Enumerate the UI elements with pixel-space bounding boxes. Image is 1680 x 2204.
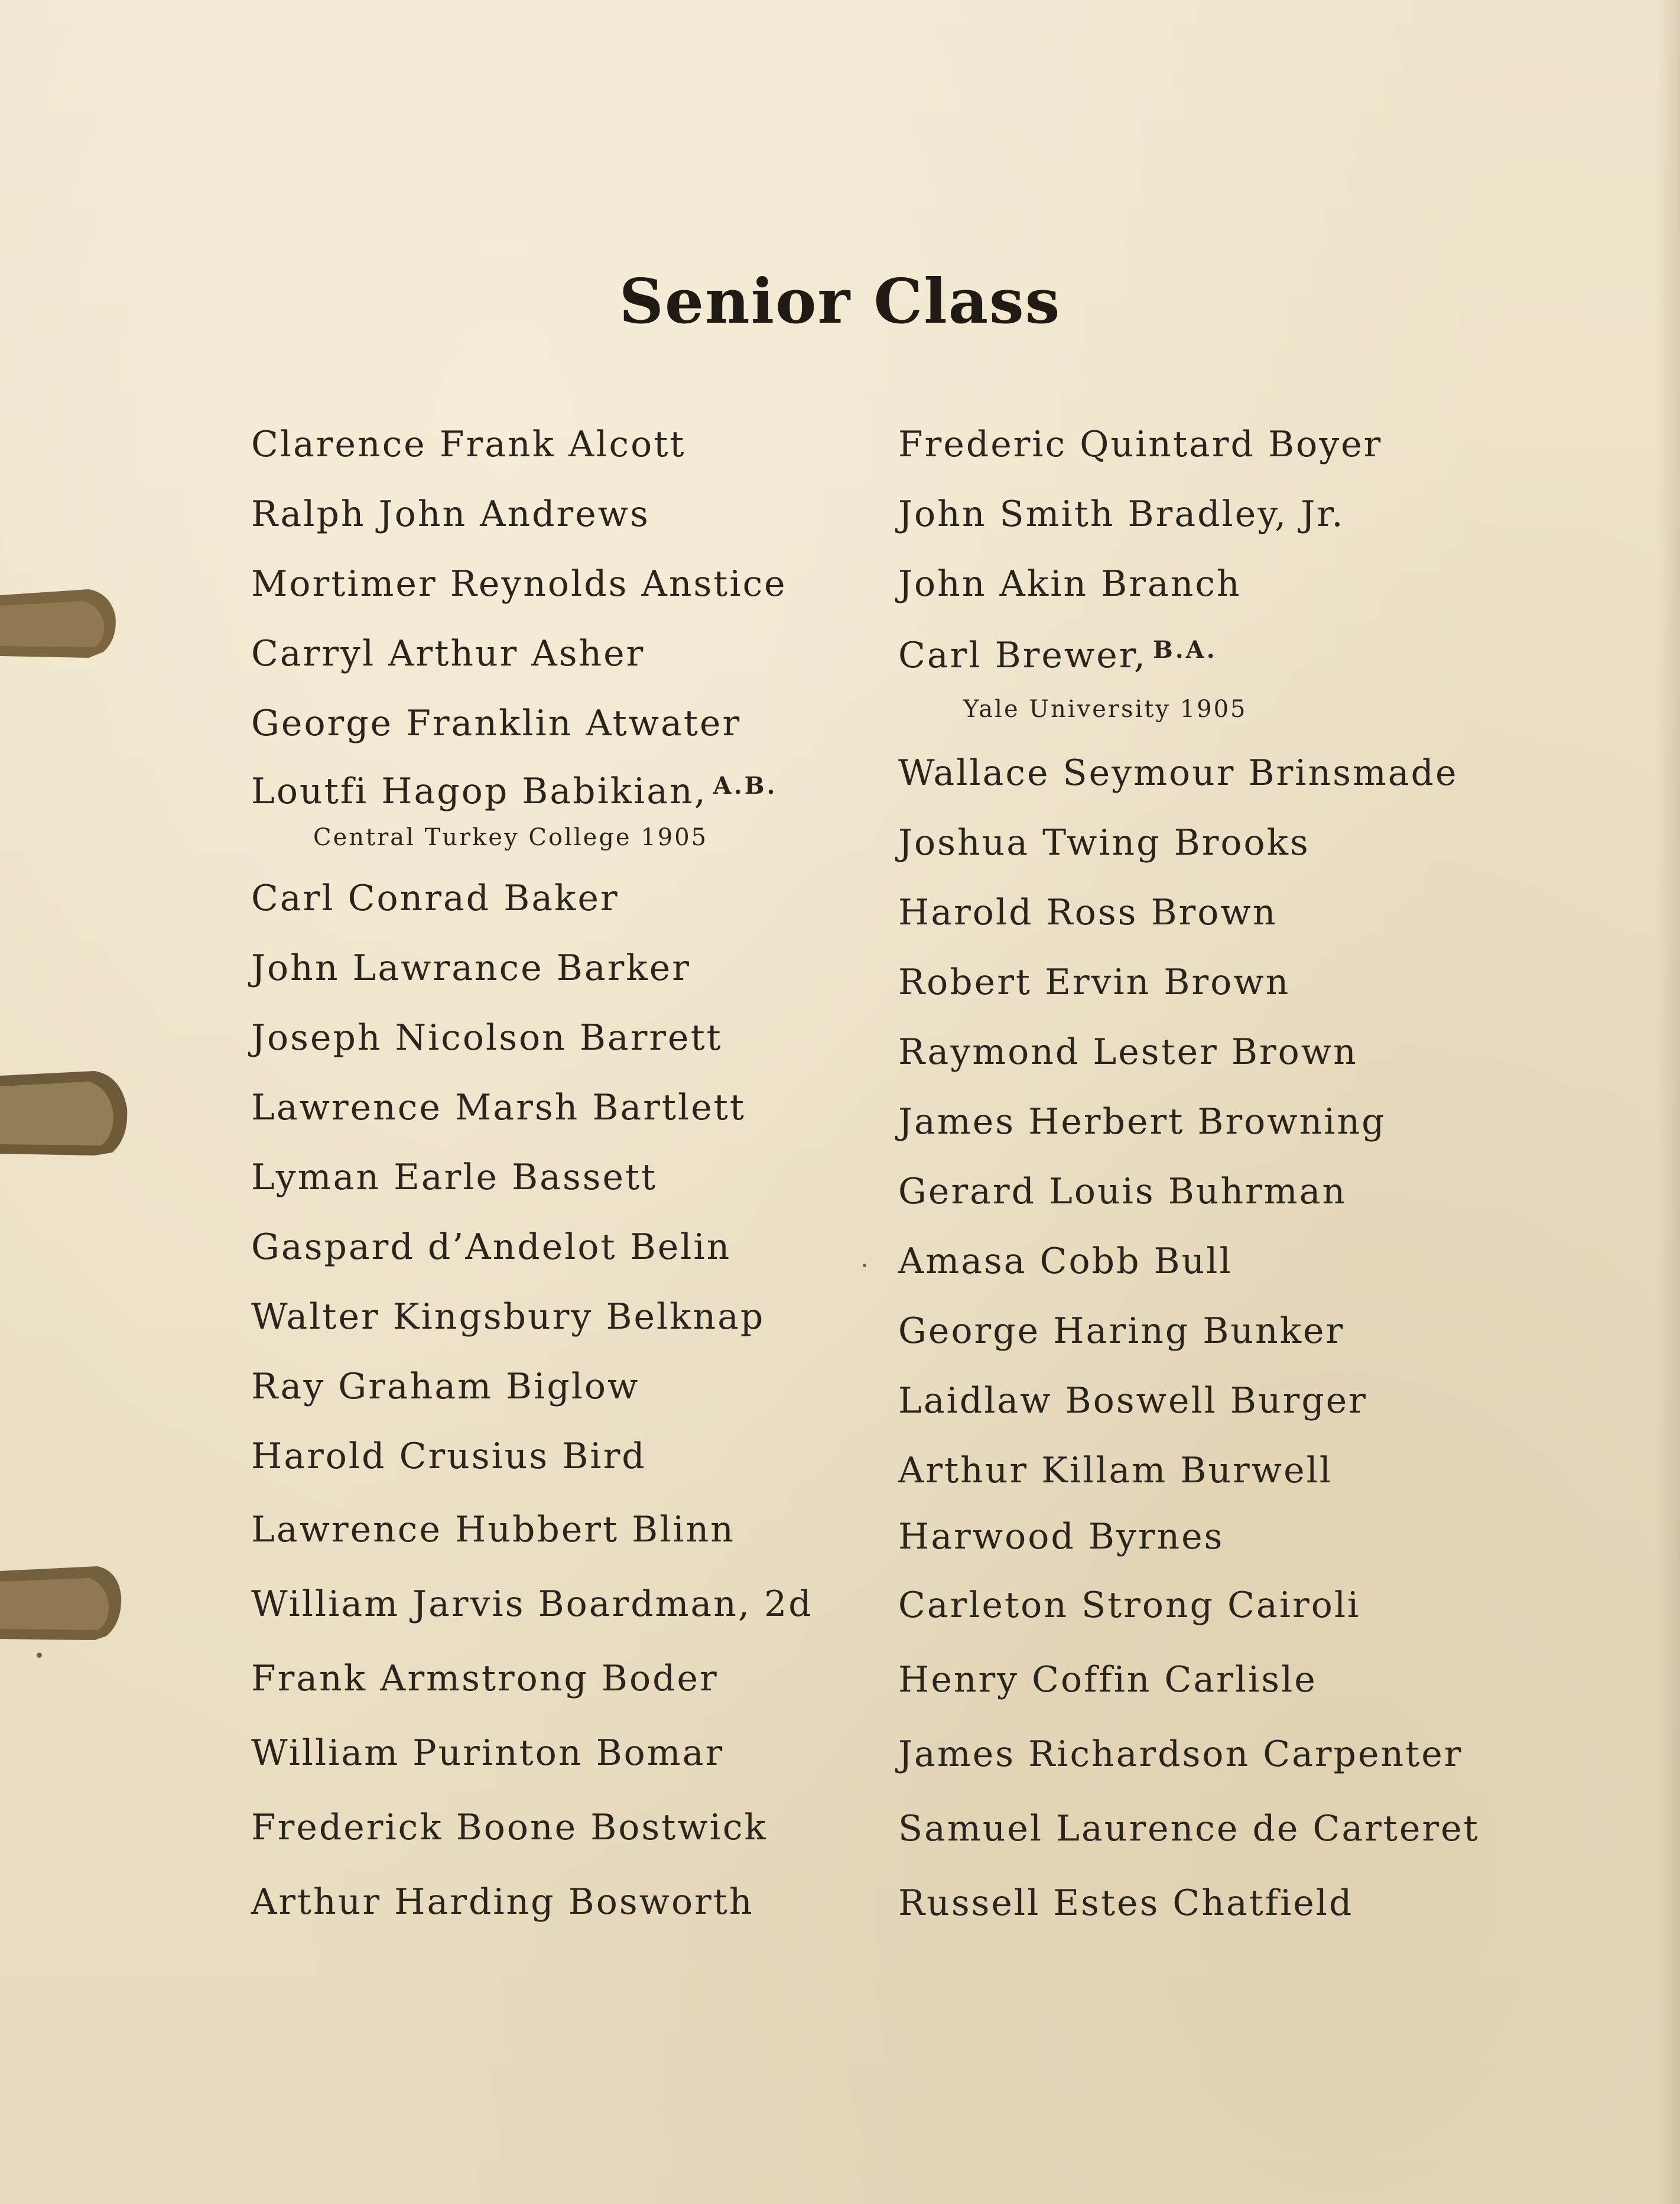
page-title: Senior Class [619,265,1061,337]
affiliation-note: Yale University 1905 [963,696,1247,723]
list-item: Harold Ross Brown [898,892,1278,933]
list-item: John Lawrance Barker [251,947,691,989]
list-item: Ralph John Andrews [251,494,650,535]
list-item: John Smith Bradley, Jr. [898,494,1345,535]
list-item: Arthur Harding Bosworth [251,1881,754,1923]
list-item: Loutfi Hagop Babikian, A.B. [251,771,778,812]
list-item: Joshua Twing Brooks [898,822,1310,864]
list-item: James Herbert Browning [898,1101,1386,1142]
binding-tab-middle [0,1064,136,1161]
list-item: Lyman Earle Bassett [251,1157,658,1198]
list-item: Wallace Seymour Brinsmade [898,752,1458,794]
list-item: George Haring Bunker [898,1310,1345,1352]
binding-tab-bottom [0,1560,130,1649]
list-item: Amasa Cobb Bull [898,1241,1233,1282]
list-item: James Richardson Carpenter [898,1734,1463,1775]
list-item: Mortimer Reynolds Anstice [251,563,787,605]
list-item: Carl Conrad Baker [251,878,619,919]
list-item: Frank Armstrong Boder [251,1658,719,1699]
paper-speck [863,1264,866,1267]
degree-label: B.A. [1152,636,1217,664]
list-item: Ray Graham Biglow [251,1366,640,1407]
list-item: Gaspard d’Andelot Belin [251,1226,732,1268]
list-item: Harwood Byrnes [898,1516,1224,1557]
list-item: Clarence Frank Alcott [251,424,686,465]
list-item: Carryl Arthur Asher [251,633,645,674]
degree-label: A.B. [713,772,778,800]
paper-speck [37,1653,42,1658]
list-item: Carl Brewer, B.A. [898,635,1217,676]
list-item: John Akin Branch [898,563,1242,605]
list-item: Frederic Quintard Boyer [898,424,1383,465]
list-item: Lawrence Marsh Bartlett [251,1087,746,1128]
list-item: William Jarvis Boardman, 2d [251,1583,813,1625]
list-item: Arthur Killam Burwell [898,1450,1333,1491]
list-item: William Purinton Bomar [251,1732,724,1774]
list-item: Samuel Laurence de Carteret [898,1808,1480,1849]
list-item: Joseph Nicolson Barrett [251,1017,723,1059]
list-item: Frederick Boone Bostwick [251,1807,768,1848]
list-item: Raymond Lester Brown [898,1031,1358,1073]
binding-tab-top [0,582,124,668]
list-item: Laidlaw Boswell Burger [898,1380,1367,1421]
list-item: Carleton Strong Cairoli [898,1585,1361,1626]
list-item: Robert Ervin Brown [898,962,1291,1003]
list-item: Walter Kingsbury Belknap [251,1296,765,1338]
list-item: Lawrence Hubbert Blinn [251,1509,735,1550]
list-item: Henry Coffin Carlisle [898,1659,1317,1700]
list-item: Harold Crusius Bird [251,1436,646,1477]
list-item: Gerard Louis Buhrman [898,1171,1347,1212]
list-item: Russell Estes Chatfield [898,1882,1354,1924]
list-item: George Franklin Atwater [251,703,742,744]
affiliation-note: Central Turkey College 1905 [313,824,709,851]
